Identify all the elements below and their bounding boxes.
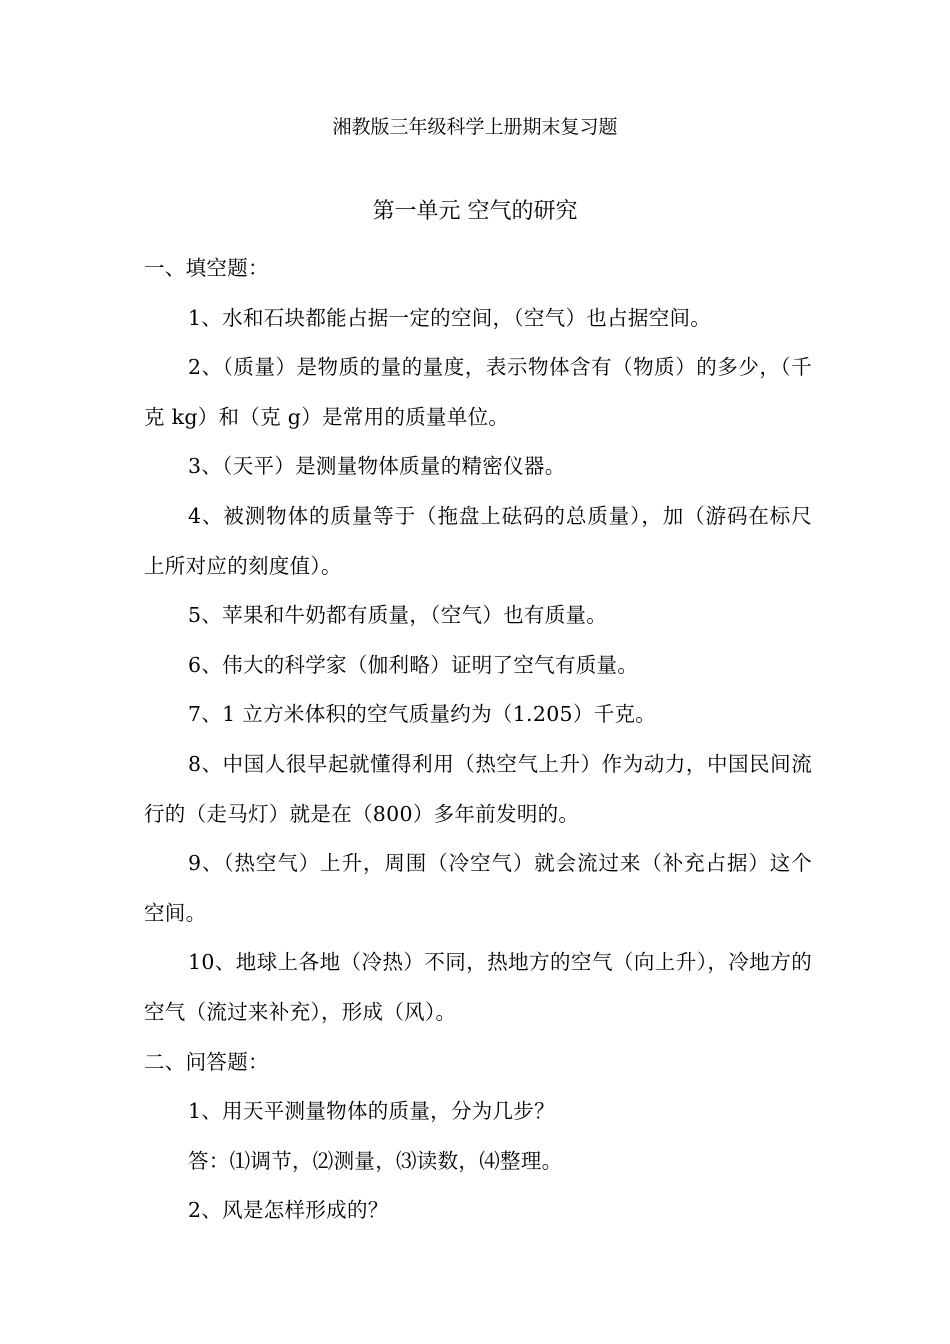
fill-in-item-2: 2、（质量）是物质的量的量度，表示物体含有（物质）的多少，（千克 kg）和（克 g）是常用的质量单位。 bbox=[144, 355, 812, 429]
section-heading-qa: 二、问答题： bbox=[144, 1049, 269, 1074]
qa-question-2: 2、风是怎样形成的？ bbox=[188, 1198, 389, 1223]
qa-answer-1: 答：⑴调节，⑵测量，⑶读数，⑷整理。 bbox=[188, 1148, 563, 1173]
qa-question-1: 1、用天平测量物体的质量，分为几步？ bbox=[188, 1099, 555, 1124]
document-title: 湘教版三年级科学上册期末复习题 bbox=[332, 116, 618, 138]
fill-in-item-9: 9、（热空气）上升，周围（冷空气）就会流过来（补充占据）这个空间。 bbox=[144, 851, 812, 925]
fill-in-item-10: 10、地球上各地（冷热）不同，热地方的空气（向上升），冷地方的空气（流过来补充），形成（风）。 bbox=[144, 950, 812, 1024]
fill-in-item-5: 5、苹果和牛奶都有质量，（空气）也有质量。 bbox=[188, 603, 608, 628]
fill-in-item-4: 4、被测物体的质量等于（拖盘上砝码的总质量），加（游码在标尺上所对应的刻度值）。 bbox=[144, 503, 812, 578]
fill-in-item-6: 6、伟大的科学家（伽利略）证明了空气有质量。 bbox=[188, 652, 639, 677]
fill-in-item-8: 8、中国人很早起就懂得利用（热空气上升）作为动力，中国民间流行的（走马灯）就是在（800）多年前发明的。 bbox=[144, 751, 812, 826]
fill-in-item-7: 7、1 立方米体积的空气质量约为（1.205）千克。 bbox=[188, 702, 657, 727]
document-body bbox=[144, 244, 812, 1236]
fill-in-item-1: 1、水和石块都能占据一定的空间，（空气）也占据空间。 bbox=[188, 305, 712, 330]
section-heading-fill-in: 一、填空题： bbox=[144, 256, 269, 280]
fill-in-item-3: 3、（天平）是测量物体质量的精密仪器。 bbox=[188, 454, 566, 479]
unit-title: 第一单元 空气的研究 bbox=[372, 199, 578, 224]
